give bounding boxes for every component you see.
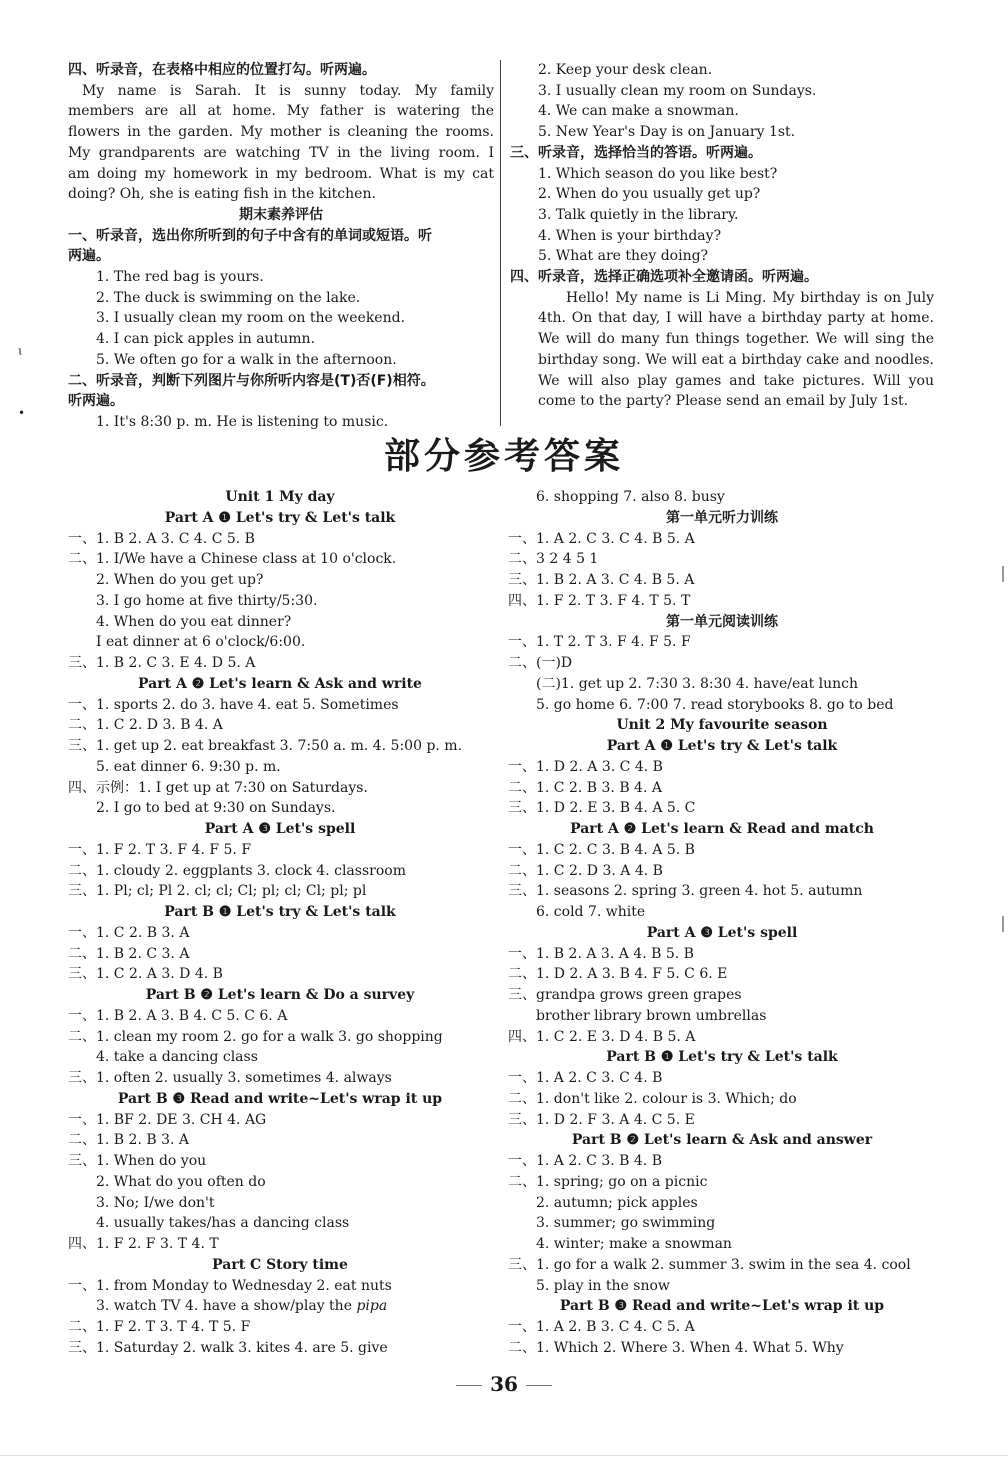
answer-line: 二、1. F 2. T 3. T 4. T 5. F <box>68 1319 251 1335</box>
list-item: 2. The duck is swimming on the lake. <box>96 289 361 306</box>
answer-line: 二、1. cloudy 2. eggplants 3. clock 4. classroom <box>68 862 406 879</box>
scan-mark: ɩ <box>18 344 23 358</box>
answer-line: I eat dinner at 6 o'clock/6:00. <box>96 634 306 651</box>
section-1-title-cont: 两遍。 <box>68 248 110 265</box>
list-item: 2. Keep your desk clean. <box>538 62 713 78</box>
answer-line: 三、grandpa grows green grapes <box>508 987 742 1003</box>
answer-line: 二、1. B 2. C 3. A <box>68 945 190 962</box>
scan-tick <box>1002 916 1004 932</box>
answer-line: 6. cold 7. white <box>536 904 646 920</box>
list-item: 2. When do you usually get up? <box>538 186 761 203</box>
answer-line: 2. What do you often do <box>96 1173 266 1190</box>
exam-title: 期末素养评估 <box>239 206 323 223</box>
answer-line: 一、1. B 2. A 3. C 4. C 5. B <box>68 530 255 547</box>
answer-line: 四、1. F 2. T 3. F 4. T 5. T <box>508 592 691 609</box>
list-item: 3. I usually clean my room on the weekend. <box>96 310 406 327</box>
answer-line: 二、1. Which 2. Where 3. When 4. What 5. Why <box>508 1339 844 1356</box>
answer-line: 4. winter; make a snowman <box>536 1236 732 1252</box>
page-number <box>0 1372 1008 1396</box>
answer-line: 一、1. F 2. T 3. F 4. F 5. F <box>68 841 252 858</box>
unit-title: Unit 1 My day <box>225 489 335 505</box>
answer-line: (二)1. get up 2. 7:30 3. 8:30 4. have/eat lunch <box>536 675 859 692</box>
part-title: Part B ❶ Let's try & Let's talk <box>164 904 396 920</box>
answer-line: 三、1. often 2. usually 3. sometimes 4. always <box>68 1070 392 1086</box>
letter-line: 4th. On that day, I will have a birthday party at home. <box>538 310 934 327</box>
answer-line: 5. play in the snow <box>536 1277 670 1294</box>
answers-left-column <box>68 487 492 1359</box>
list-item: 4. We can make a snowman. <box>538 103 739 120</box>
answer-text: 3. watch TV 4. have a show/play the <box>96 1298 352 1315</box>
part-title: Part A ❶ Let's try & Let's talk <box>606 738 838 754</box>
part-title: Part A ❶ Let's try & Let's talk <box>164 509 396 526</box>
column-divider <box>500 60 501 426</box>
answer-line: 三、1. D 2. E 3. B 4. A 5. C <box>508 800 696 817</box>
answer-line: 6. shopping 7. also 8. busy <box>536 489 725 505</box>
answer-line: 四、1. F 2. F 3. T 4. T <box>68 1236 219 1252</box>
list-item: 5. We often go for a walk in the afternoon. <box>96 351 397 368</box>
part-title: Part B ❷ Let's learn & Ask and answer <box>571 1132 873 1149</box>
passage-line: doing? Oh, she is eating fish in the kitchen. <box>68 186 376 203</box>
top-left-column <box>68 60 494 433</box>
letter-line: birthday song. We will eat a birthday cake and noodles. <box>538 351 934 368</box>
list-item: 3. Talk quietly in the library. <box>538 206 739 223</box>
page-title: 部分参考答案 <box>383 436 624 477</box>
answer-line: 三、1. get up 2. eat breakfast 3. 7:50 a. m. 4. 5:00 p. m. <box>68 738 463 754</box>
part-title: Part A ❷ Let's learn & Ask and write <box>138 675 422 692</box>
part-title: Part A ❷ Let's learn & Read and match <box>570 821 874 837</box>
answer-line: 二、3 2 4 5 1 <box>508 551 599 568</box>
answer-line: 三、1. B 2. C 3. E 4. D 5. A <box>68 655 256 671</box>
list-item: 4. I can pick apples in autumn. <box>96 331 316 348</box>
answer-line: 4. take a dancing class <box>96 1049 258 1066</box>
answer-line: 一、1. D 2. A 3. C 4. B <box>508 758 663 775</box>
letter-line: come to the party? Please send an email by July 1st. <box>538 393 909 410</box>
answer-line: 4. usually takes/has a dancing class <box>96 1215 350 1232</box>
answer-line: 2. autumn; pick apples <box>536 1194 698 1211</box>
section-2-title: 二、听录音，判断下列图片与你所听内容是(T)否(F)相符。 <box>68 372 435 389</box>
answer-line: 四、示例：1. I get up at 7:30 on Saturdays. <box>68 779 368 796</box>
passage-line: members are all at home. My father is watering the <box>68 103 494 120</box>
answer-line: 三、1. D 2. F 3. A 4. C 5. E <box>508 1111 695 1128</box>
answer-line: 一、1. A 2. C 3. B 4. B <box>508 1153 662 1169</box>
passage-line: flowers in the garden. My mother is cleaning the rooms. <box>68 124 494 141</box>
answer-line: 一、1. A 2. C 3. C 4. B 5. A <box>508 530 695 547</box>
part-title: Part B ❶ Let's try & Let's talk <box>606 1049 838 1066</box>
answer-line: 二、1. C 2. B 3. B 4. A <box>508 779 662 796</box>
passage-line: My grandparents are watching TV in the living room. I <box>68 144 494 161</box>
section-1-title: 一、听录音，选出你所听到的句子中含有的单词或短语。听 <box>68 227 432 244</box>
answer-line: 二、1. don't like 2. colour is 3. Which; do <box>508 1090 797 1107</box>
answer-line: 一、1. from Monday to Wednesday 2. eat nuts <box>68 1277 392 1294</box>
unit-title: Unit 2 My favourite season <box>616 717 828 734</box>
dash-left <box>456 1385 482 1386</box>
answer-line: 一、1. C 2. C 3. B 4. A 5. B <box>508 841 695 858</box>
part-title: Part A ❸ Let's spell <box>646 924 798 941</box>
letter-line: We will also play games and take pictures. Will you <box>538 372 934 389</box>
answer-line: 一、1. C 2. B 3. A <box>68 924 190 941</box>
part-title: Part B ❸ Read and write~Let's wrap it up <box>117 1090 443 1107</box>
scan-tick <box>1002 566 1004 582</box>
answer-line: 二、1. B 2. B 3. A <box>68 1132 190 1149</box>
top-right-column <box>510 60 934 412</box>
answer-line: 二、1. C 2. D 3. B 4. A <box>68 717 223 734</box>
answer-line <box>68 1296 492 1317</box>
list-item: 3. I usually clean my room on Sundays. <box>538 82 817 99</box>
page-number-text: 36 <box>490 1372 518 1396</box>
answer-line: 三、1. B 2. A 3. C 4. B 5. A <box>508 572 695 588</box>
passage-line: am doing my homework in my bedroom. What is my cat <box>68 165 494 182</box>
scan-dot: • <box>18 406 26 420</box>
answer-line: 二、1. spring; go on a picnic <box>508 1173 708 1190</box>
answer-line: 3. summer; go swimming <box>536 1215 716 1232</box>
answers-right-column <box>508 487 936 1359</box>
list-item: 5. What are they doing? <box>538 248 709 265</box>
section-2-title-cont: 听两遍。 <box>68 393 124 410</box>
answer-line: 一、1. B 2. A 3. B 4. C 5. C 6. A <box>68 1007 288 1024</box>
list-item: 1. The red bag is yours. <box>96 269 264 286</box>
answer-line: 一、1. sports 2. do 3. have 4. eat 5. Sometimes <box>68 696 399 713</box>
letter-line: Hello! My name is Li Ming. My birthday is on July <box>566 289 934 306</box>
list-item: 5. New Year's Day is on January 1st. <box>538 124 796 141</box>
answer-line: 三、1. Pl; cl; Pl 2. cl; cl; Cl; pl; cl; Cl; pl; pl <box>68 883 367 900</box>
dash-right <box>526 1385 552 1386</box>
section-title: 第一单元阅读训练 <box>666 613 778 630</box>
passage-line: My name is Sarah. It is sunny today. My family <box>82 82 494 99</box>
answer-line: 三、1. seasons 2. spring 3. green 4. hot 5. autumn <box>508 883 863 900</box>
answer-line: 2. When do you get up? <box>96 572 264 588</box>
answer-line: 4. When do you eat dinner? <box>96 613 292 630</box>
answer-line: brother library brown umbrellas <box>536 1007 767 1024</box>
answer-line: 二、1. I/We have a Chinese class at 10 o'clock. <box>68 551 397 568</box>
pipa-word: pipa <box>356 1298 388 1315</box>
list-item: 1. Which season do you like best? <box>538 165 778 182</box>
answer-line: 一、1. A 2. B 3. C 4. C 5. A <box>508 1319 695 1335</box>
list-item: 4. When is your birthday? <box>538 227 722 244</box>
answer-line: 二、1. C 2. D 3. A 4. B <box>508 862 663 879</box>
answer-line: 三、1. go for a walk 2. summer 3. swim in the sea 4. cool <box>508 1256 911 1273</box>
part-title: Part B ❷ Let's learn & Do a survey <box>145 987 415 1003</box>
answer-line: 二、(一)D <box>508 655 573 671</box>
letter-line: We will do many fun things together. We will sing the <box>538 331 934 348</box>
answer-line: 5. go home 6. 7:00 7. read storybooks 8. go to bed <box>536 696 894 713</box>
section-title: 第一单元听力训练 <box>666 509 778 526</box>
answer-line: 一、1. BF 2. DE 3. CH 4. AG <box>68 1111 267 1128</box>
answer-line: 5. eat dinner 6. 9:30 p. m. <box>96 758 281 775</box>
answer-line: 二、1. D 2. A 3. B 4. F 5. C 6. E <box>508 966 728 983</box>
answer-line: 三、1. When do you <box>68 1153 207 1169</box>
bottom-rule <box>0 1455 1008 1456</box>
answer-line: 一、1. T 2. T 3. F 4. F 5. F <box>508 634 691 651</box>
part-title: Part C Story time <box>212 1256 348 1273</box>
answer-line: 3. No; I/we don't <box>96 1194 215 1211</box>
section-4-title: 四、听录音，在表格中相应的位置打勾。听两遍。 <box>68 62 376 78</box>
section-4-title: 四、听录音，选择正确选项补全邀请函。听两遍。 <box>510 269 818 286</box>
answer-line: 3. I go home at five thirty/5:30. <box>96 592 318 609</box>
answer-line: 二、1. clean my room 2. go for a walk 3. go shopping <box>68 1028 443 1045</box>
answer-line: 一、1. A 2. C 3. C 4. B <box>508 1070 663 1086</box>
answer-line: 一、1. B 2. A 3. A 4. B 5. B <box>508 945 694 962</box>
answer-line: 四、1. C 2. E 3. D 4. B 5. A <box>508 1028 696 1045</box>
answer-line: 2. I go to bed at 9:30 on Sundays. <box>96 800 336 817</box>
part-title: Part A ❸ Let's spell <box>204 821 356 837</box>
answer-line: 三、1. Saturday 2. walk 3. kites 4. are 5. give <box>68 1339 388 1356</box>
list-item: 1. It's 8:30 p. m. He is listening to music. <box>96 413 389 430</box>
part-title: Part B ❸ Read and write~Let's wrap it up <box>559 1298 885 1315</box>
section-3-title: 三、听录音，选择恰当的答语。听两遍。 <box>510 144 762 161</box>
answer-line: 三、1. C 2. A 3. D 4. B <box>68 966 223 983</box>
